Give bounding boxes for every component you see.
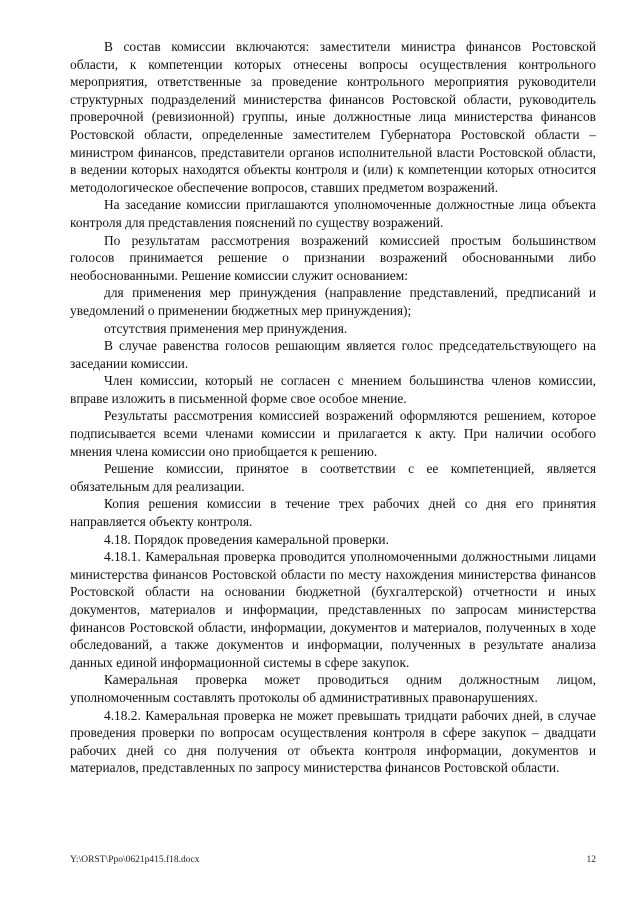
document-body bbox=[70, 38, 596, 777]
file-path: Y:\ORST\Ppo\0621p415.f18.docx bbox=[70, 855, 200, 865]
paragraph: По результатам рассмотрения возражений комиссией простым большинством голосов принимается решение о признании возражений обоснованными либо необоснованными. Решение комиссии служит основанием: bbox=[70, 232, 596, 283]
paragraph: На заседание комиссии приглашаются уполномоченные должностные лица объекта контроля для представления пояснений по существу возражений. bbox=[70, 197, 596, 230]
paragraph: Решение комиссии, принятое в соответствии с ее компетенцией, является обязательным для реализации. bbox=[70, 461, 596, 494]
section-heading: 4.18. Порядок проведения камеральной проверки. bbox=[104, 531, 389, 547]
paragraph: В состав комиссии включаются: заместители министра финансов Ростовской области, к компетенции которых отнесены вопросы осуществления контрольного мероприятия, ответственные за проведение контрольного мероприятия руководители структурных подразделений министерства финансов Ростовской области, руководитель проверочной (ревизионной) группы, иные должностные лица министерства финансов Ростовской области, определенные заместителем Губернатора Ростовской области – министром финансов, представители органов исполнительной власти Ростовской области, в ведении которых находятся объекты контроля и (или) к компетенции которых относится методологическое обеспечение вопросов, ставших предметом возражений. bbox=[70, 39, 596, 195]
paragraph: отсутствия применения мер принуждения. bbox=[104, 320, 348, 336]
paragraph: В случае равенства голосов решающим является голос председательствующего на заседании комиссии. bbox=[70, 338, 596, 371]
paragraph: Копия решения комиссии в течение трех рабочих дней со дня его принятия направляется объекту контроля. bbox=[70, 496, 596, 530]
paragraph: 4.18.1. Камеральная проверка проводится уполномоченными должностными лицами министерства финансов Ростовской области по месту нахождения министерства финансов Ростовской области на основании бюджетной (бухгалтерской) отчетности и иных документов, материалов и информации, представленных по запросам министерства финансов Ростовской области, информации, документов и материалов, полученных в ходе обследований, а также документов и информации, полученных в результате анализа данных единой информационной системы в сфере закупок. bbox=[70, 549, 596, 670]
paragraph: для применения мер принуждения (направление представлений, предписаний и уведомлений о применении бюджетных мер принуждения); bbox=[70, 285, 596, 318]
paragraph: 4.18.2. Камеральная проверка не может превышать тридцати рабочих дней, в случае проведения проверки по вопросам осуществления контроля в сфере закупок – двадцати рабочих дней со дня получения от объекта контроля информации, документов и материалов, представленных по запросу министерства финансов Ростовской области. bbox=[70, 707, 596, 776]
page-number: 12 bbox=[586, 855, 596, 865]
paragraph: Результаты рассмотрения комиссией возражений оформляются решением, которое подписывается всеми членами комиссии и прилагается к акту. При наличии особого мнения члена комиссии оно приобщается к решению. bbox=[70, 408, 596, 459]
paragraph: Член комиссии, который не согласен с мнением большинства членов комиссии, вправе изложить в письменной форме свое особое мнение. bbox=[70, 373, 596, 406]
paragraph: Камеральная проверка может проводиться одним должностным лицом, уполномоченным составлять протоколы об административных правонарушениях. bbox=[70, 672, 596, 705]
page-footer bbox=[70, 855, 596, 865]
